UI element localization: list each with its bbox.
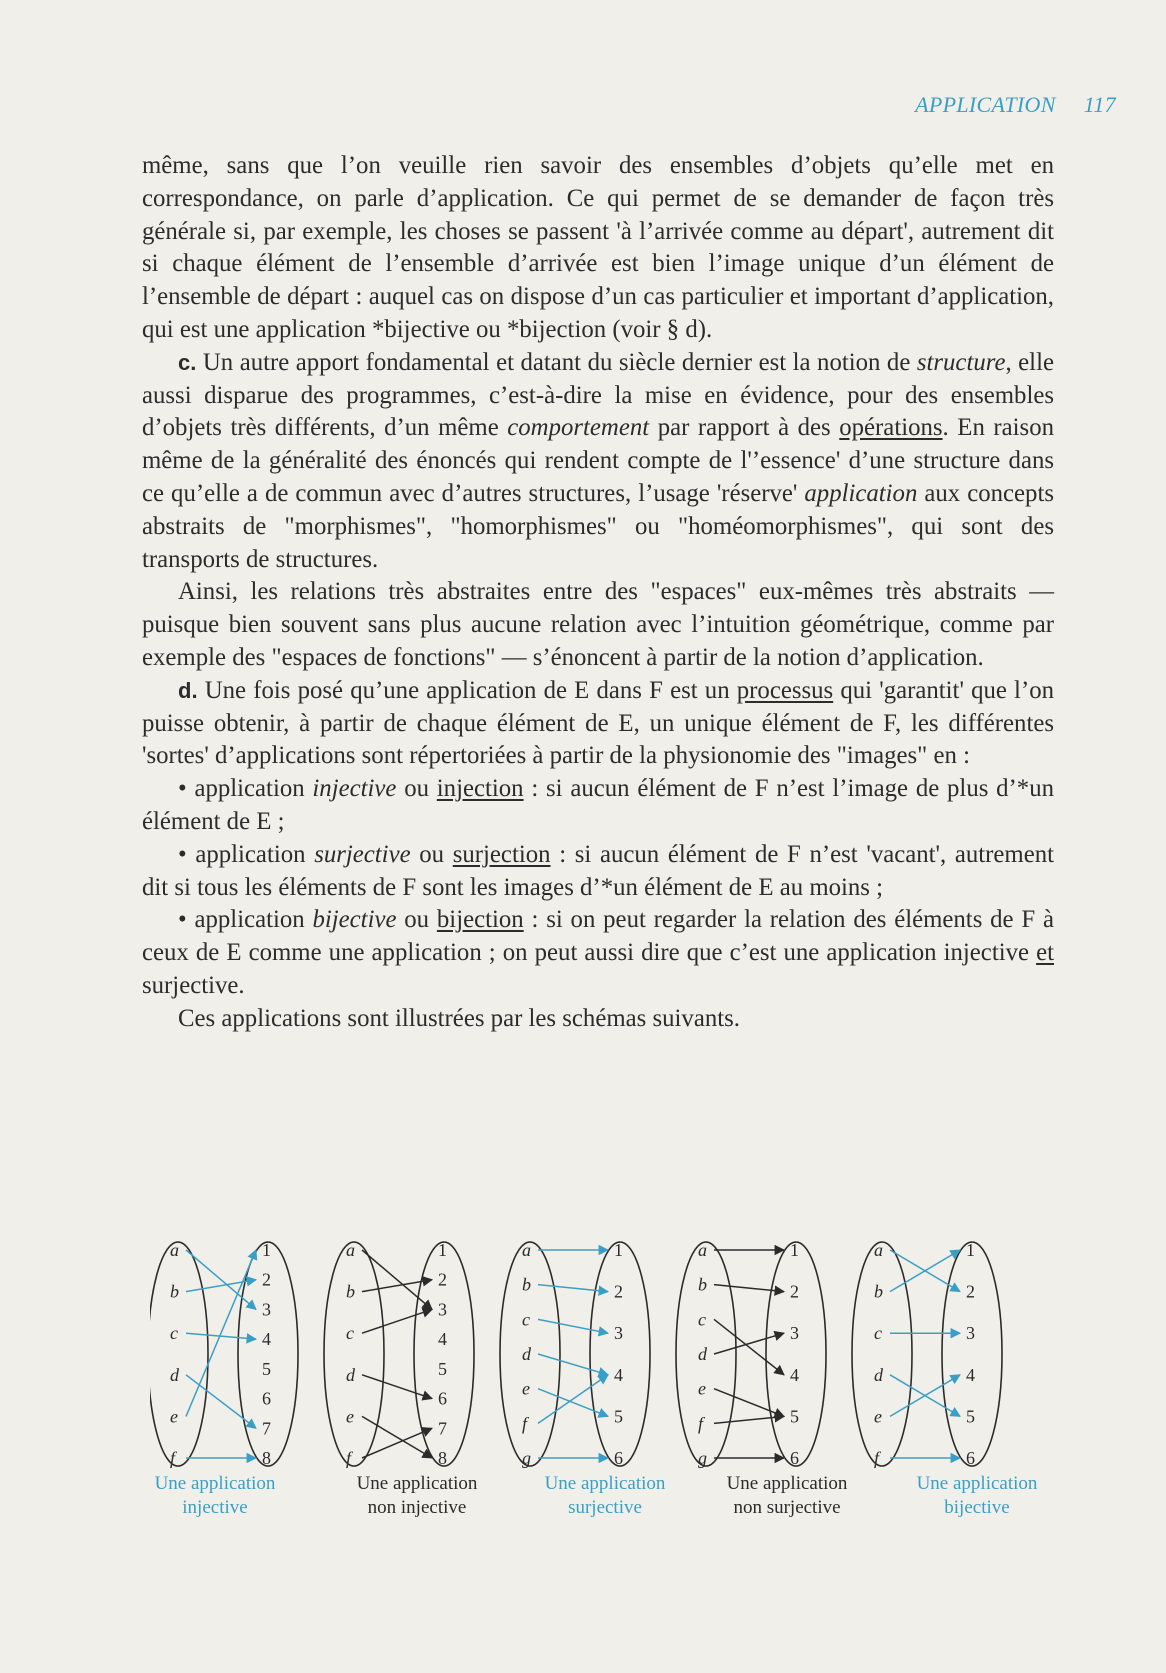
- element-e-label: d: [522, 1344, 531, 1364]
- italic-run: surjective: [314, 840, 411, 868]
- element-e-label: c: [346, 1323, 354, 1344]
- underlined-run: injection: [436, 775, 524, 803]
- element-f-label: 4: [614, 1364, 623, 1385]
- element-e-label: f: [874, 1448, 880, 1468]
- element-e-label: g: [522, 1448, 531, 1468]
- mapping-arrow: [538, 1319, 608, 1333]
- caption-surjective: [520, 1472, 690, 1520]
- mapping-diagram-2: [324, 1240, 474, 1468]
- text-run: ou: [396, 775, 437, 803]
- element-e-label: d: [346, 1364, 355, 1385]
- mapping-arrow: [538, 1389, 608, 1417]
- set-e-ellipse: [324, 1242, 384, 1466]
- paragraph-1: même, sans que l’on veuille rien savoir des ensembles d’objets qu’elle met en correspondance, on parle d’application. Ce qui permet de se demander de façon très générale si, par exemple, les choses se passent 'à l’arrivée comme au départ', autrement dit si chaque élément de l’ensemble d’arrivée est bien l’image unique d’un élément de l’ensemble de départ : auquel cas on dispose d’un cas particulier et important d’application, qui est une application *bijective ou *bijection (voir § d).: [142, 152, 1054, 343]
- mapping-arrow: [714, 1319, 784, 1374]
- bullet-bijective: [142, 904, 1054, 1002]
- mapping-diagram-5: [852, 1240, 1002, 1468]
- element-f-label: 3: [614, 1323, 623, 1344]
- text-run: • application: [178, 840, 315, 868]
- element-e-label: c: [698, 1309, 706, 1330]
- element-f-label: 3: [966, 1323, 975, 1344]
- element-e-label: d: [170, 1364, 179, 1385]
- element-f-label: 2: [790, 1281, 799, 1302]
- underlined-run: surjection: [452, 840, 551, 868]
- mapping-arrow: [186, 1250, 256, 1416]
- element-e-label: b: [170, 1281, 179, 1302]
- text-run: Un autre apport fondamental et datant du siècle dernier est la notion de: [196, 348, 917, 376]
- mapping-diagram-1: [150, 1240, 298, 1468]
- element-f-label: 2: [262, 1269, 271, 1290]
- caption-bijective: [892, 1472, 1062, 1520]
- element-f-label: 5: [614, 1406, 623, 1427]
- underlined-run: processus: [736, 676, 834, 704]
- element-f-label: 4: [262, 1329, 271, 1350]
- caption-non-surjective: [702, 1472, 872, 1520]
- element-e-label: b: [346, 1281, 355, 1302]
- text-run: par rapport à des: [649, 414, 840, 442]
- element-e-label: b: [522, 1274, 531, 1295]
- element-e-label: f: [170, 1448, 176, 1468]
- element-f-label: 6: [966, 1448, 975, 1468]
- bullet-injective: [142, 773, 1054, 839]
- caption-line: Une application: [154, 1473, 276, 1494]
- element-e-label: b: [874, 1281, 883, 1302]
- element-f-label: 2: [614, 1281, 623, 1302]
- mapping-arrow: [186, 1375, 256, 1428]
- element-e-label: d: [874, 1364, 883, 1385]
- caption-non-injective: [332, 1472, 502, 1520]
- mapping-arrow: [538, 1285, 608, 1292]
- paragraph-3: Ainsi, les relations très abstraites entre des "espaces" eux-mêmes très abstraits — puisque bien souvent sans plus aucune relation avec l’intuition géométrique, comme par exemple des "espaces de fonctions" — s’énoncent à partir de la notion d’application.: [142, 578, 1054, 671]
- caption-injective: [130, 1472, 300, 1520]
- page-number: 117: [1083, 92, 1116, 117]
- mapping-arrow: [186, 1280, 256, 1292]
- element-e-label: e: [170, 1406, 178, 1427]
- element-e-label: e: [874, 1406, 882, 1427]
- paragraph-5: Ces applications sont illustrées par les schémas suivants.: [178, 1004, 740, 1032]
- paragraph-d: [142, 675, 1054, 773]
- element-e-label: a: [170, 1240, 179, 1260]
- mapping-arrow: [714, 1389, 784, 1417]
- set-f-ellipse: [590, 1242, 650, 1466]
- caption-line: Une application: [356, 1473, 478, 1494]
- text-run: surjective.: [142, 971, 245, 999]
- element-f-label: 7: [262, 1418, 271, 1439]
- section-label-d: d.: [178, 677, 198, 703]
- caption-line: Une application: [544, 1473, 666, 1494]
- text-run: aux concepts abstraits de "morphismes", "homorphismes" ou "homéomorphismes", qui sont des transports de structures.: [142, 479, 1054, 573]
- element-f-label: 8: [262, 1448, 271, 1468]
- italic-run: comportement: [507, 414, 650, 442]
- element-f-label: 1: [790, 1240, 799, 1260]
- element-f-label: 5: [262, 1358, 271, 1379]
- italic-run: injective: [312, 775, 397, 803]
- element-f-label: 2: [438, 1269, 447, 1290]
- paragraph-c: [142, 347, 1054, 577]
- element-e-label: a: [698, 1240, 707, 1260]
- element-f-label: 6: [438, 1388, 447, 1409]
- set-e-ellipse: [852, 1242, 912, 1466]
- text-run: Une fois posé qu’une application de E dans F est un: [197, 676, 737, 704]
- text-run: • application: [178, 906, 313, 934]
- element-e-label: d: [698, 1344, 707, 1364]
- underlined-run: bijection: [436, 906, 524, 934]
- set-f-ellipse: [766, 1242, 826, 1466]
- italic-run: bijective: [312, 906, 397, 934]
- element-e-label: e: [698, 1378, 706, 1399]
- text-run: ou: [396, 906, 437, 934]
- element-e-label: e: [346, 1406, 354, 1427]
- element-f-label: 1: [262, 1240, 271, 1260]
- text-run: . En raison même de la généralité des énoncés qui rendent compte de l'’essence' d’une structure dans ce qu’elle a de commun avec d’autres structures, l’usage 'réserve': [142, 414, 1055, 507]
- mapping-arrow: [714, 1285, 784, 1292]
- element-e-label: e: [522, 1378, 530, 1399]
- underlined-run: opérations: [839, 414, 943, 442]
- mapping-arrow: [362, 1309, 432, 1333]
- element-e-label: g: [698, 1448, 707, 1468]
- element-f-label: 7: [438, 1418, 447, 1439]
- mapping-diagram-3: [500, 1240, 650, 1468]
- element-f-label: 5: [438, 1358, 447, 1379]
- text-run: , elle aussi disparue des programmes, c’est-à-dire la mise en évidence, pour des ensembles d’objets très différents, d’un même: [142, 348, 1054, 442]
- element-f-label: 3: [262, 1299, 271, 1320]
- element-f-label: 4: [966, 1364, 975, 1385]
- element-e-label: c: [170, 1323, 178, 1344]
- caption-line: non surjective: [733, 1497, 841, 1518]
- caption-line: bijective: [944, 1497, 1010, 1518]
- italic-run: application: [804, 479, 918, 507]
- mapping-arrow: [714, 1416, 784, 1423]
- mapping-diagram-4: [676, 1240, 826, 1468]
- header-title: APPLICATION: [915, 92, 1056, 117]
- caption-line: surjective: [568, 1497, 642, 1518]
- element-f-label: 1: [438, 1240, 447, 1260]
- element-e-label: f: [346, 1448, 352, 1468]
- element-f-label: 4: [790, 1364, 799, 1385]
- caption-line: injective: [182, 1497, 248, 1518]
- mapping-arrow: [714, 1333, 784, 1354]
- element-f-label: 1: [614, 1240, 623, 1260]
- text-run: ou: [410, 840, 453, 868]
- body-text: [142, 150, 1054, 1036]
- text-run: : si aucun élément de F n’est l’image de plus d’*un élément de E ;: [142, 775, 1054, 835]
- element-f-label: 6: [614, 1448, 623, 1468]
- mapping-arrow: [538, 1354, 608, 1375]
- element-e-label: c: [522, 1309, 530, 1330]
- element-e-label: a: [874, 1240, 883, 1260]
- element-e-label: f: [698, 1413, 704, 1434]
- element-e-label: b: [698, 1274, 707, 1295]
- mapping-arrow: [362, 1375, 432, 1399]
- element-e-label: a: [522, 1240, 531, 1260]
- caption-line: Une application: [916, 1473, 1038, 1494]
- mapping-arrow: [538, 1375, 608, 1424]
- underlined-run: et: [1036, 939, 1054, 967]
- caption-line: Une application: [726, 1473, 848, 1494]
- running-header: [915, 92, 1116, 118]
- set-e-ellipse: [150, 1242, 208, 1466]
- element-f-label: 3: [438, 1299, 447, 1320]
- element-f-label: 5: [966, 1406, 975, 1427]
- element-e-label: c: [874, 1323, 882, 1344]
- caption-line: non injective: [367, 1497, 467, 1518]
- section-label-c: c.: [178, 349, 197, 375]
- element-f-label: 2: [966, 1281, 975, 1302]
- element-f-label: 8: [438, 1448, 447, 1468]
- italic-run: structure: [916, 348, 1006, 376]
- element-f-label: 5: [790, 1406, 799, 1427]
- element-f-label: 1: [966, 1240, 975, 1260]
- bullet-surjective: [142, 839, 1054, 905]
- element-f-label: 3: [790, 1323, 799, 1344]
- text-run: : si aucun élément de F n’est 'vacant', autrement dit si tous les éléments de F sont les images d’*un élément de E au moins ;: [142, 840, 1055, 901]
- set-f-ellipse: [942, 1242, 1002, 1466]
- mapping-arrow: [362, 1280, 432, 1292]
- element-e-label: f: [522, 1413, 528, 1434]
- mapping-arrow: [362, 1416, 432, 1458]
- element-f-label: 6: [790, 1448, 799, 1468]
- element-e-label: a: [346, 1240, 355, 1260]
- text-run: : si on peut regarder la relation des éléments de F à ceux de E comme une application ; on peut aussi dire que c’est une application injective: [142, 906, 1054, 967]
- text-run: qui 'garantit' que l’on puisse obtenir, à partir de chaque élément de E, un unique élément de F, les différentes 'sortes' d’applications sont répertoriées à partir de la physionomie des "images" en :: [142, 676, 1055, 770]
- text-run: • application: [178, 775, 313, 803]
- element-f-label: 4: [438, 1329, 447, 1350]
- element-f-label: 6: [262, 1388, 271, 1409]
